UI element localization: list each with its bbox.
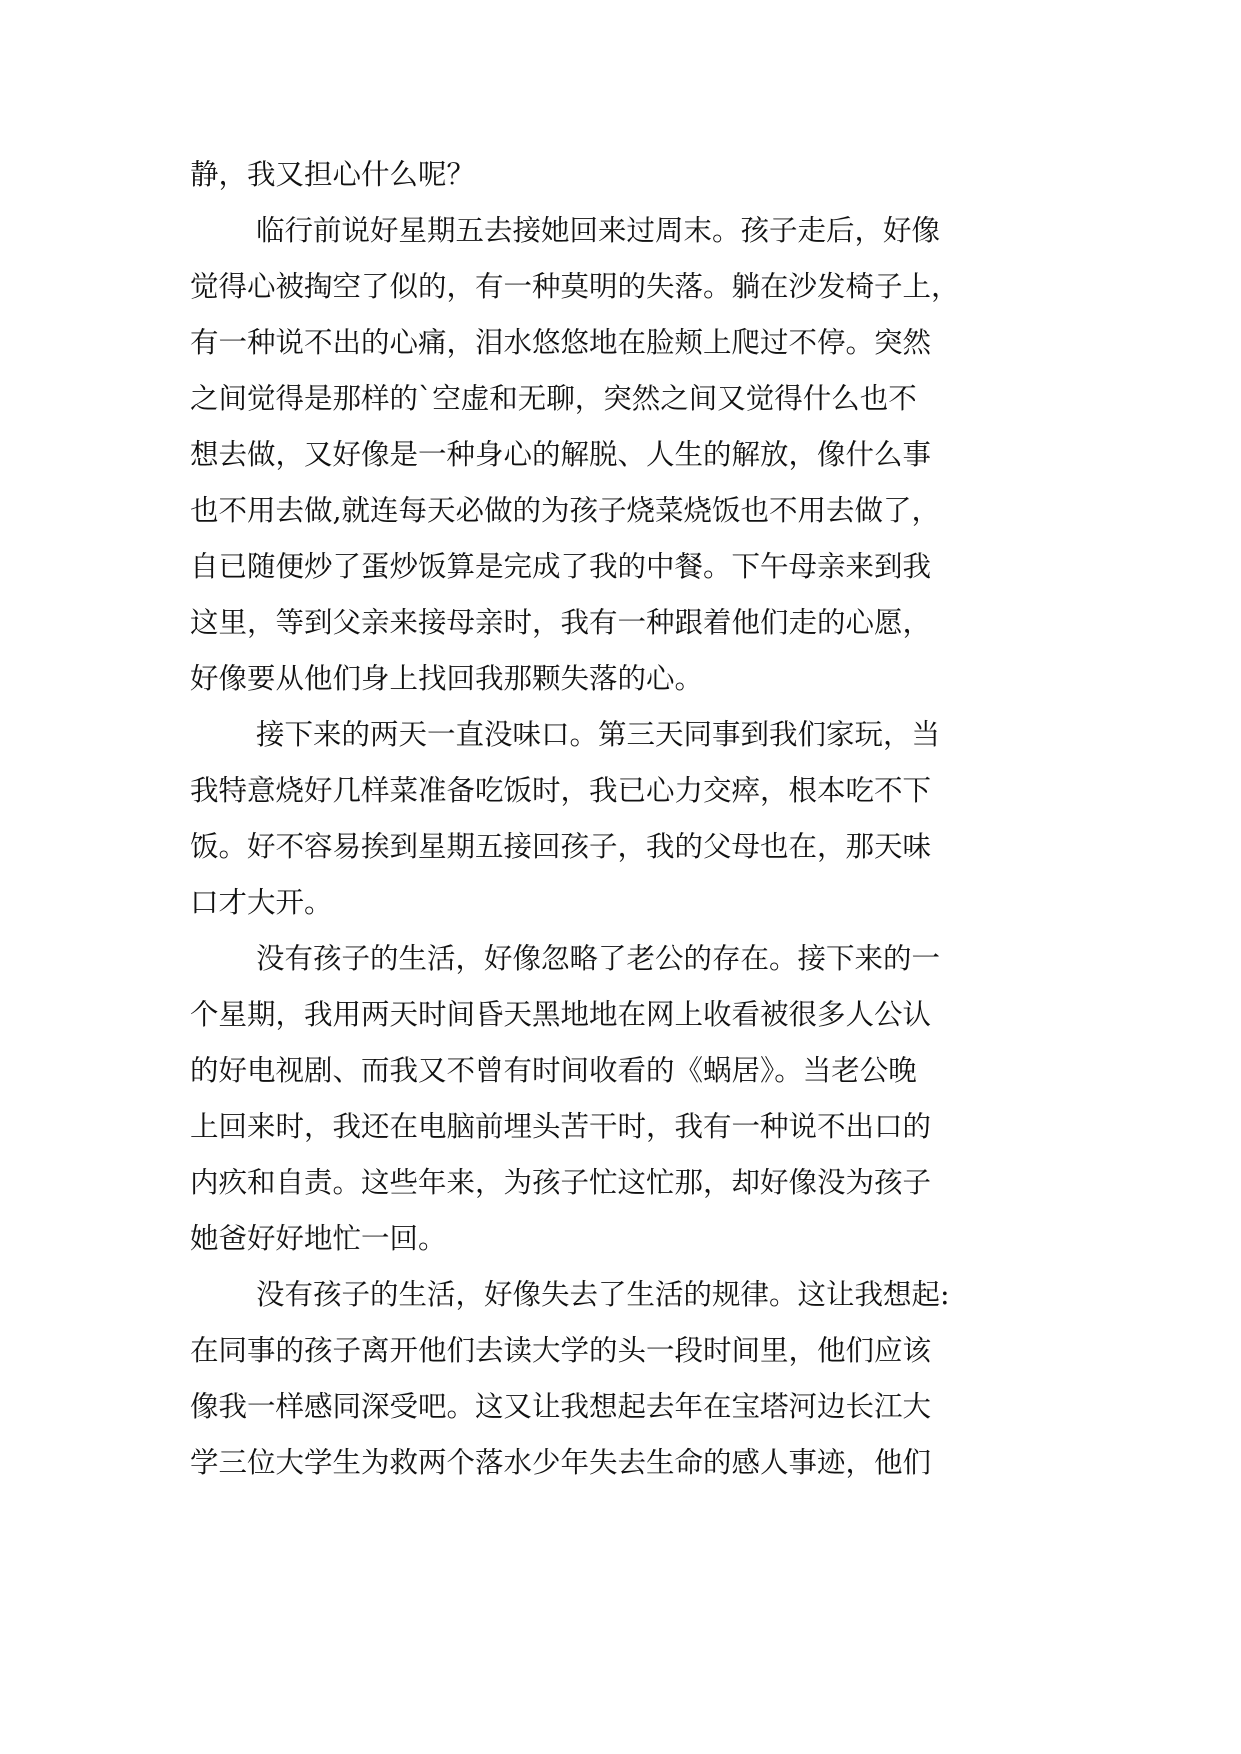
paragraph-first-line: 接下来的两天一直没味口。第三天同事到我们家玩，当 (256, 718, 941, 751)
text-line: 口才大开。 (190, 886, 333, 919)
text-line: 静，我又担心什么呢？ (190, 158, 476, 191)
text-line: 之间觉得是那样的`空虚和无聊，突然之间又觉得什么也不 (190, 382, 917, 415)
text-line: 她爸好好地忙一回。 (190, 1222, 447, 1255)
text-line: 觉得心被掏空了似的，有一种莫明的失落。躺在沙发椅子上， (190, 270, 960, 303)
text-line: 像我一样感同深受吧。这又让我想起去年在宝塔河边长江大 (190, 1390, 932, 1423)
text-line: 我特意烧好几样菜准备吃饭时，我已心力交瘁，根本吃不下 (190, 774, 932, 807)
text-line: 这里，等到父亲来接母亲时，我有一种跟着他们走的心愿， (190, 606, 932, 639)
text-line: 在同事的孩子离开他们去读大学的头一段时间里，他们应该 (190, 1334, 932, 1367)
text-line: 也不用去做,就连每天必做的为孩子烧菜烧饭也不用去做了， (190, 494, 941, 527)
text-line: 有一种说不出的心痛，泪水悠悠地在脸颊上爬过不停。突然 (190, 326, 932, 359)
text-line: 学三位大学生为救两个落水少年失去生命的感人事迹，他们 (190, 1446, 932, 1479)
paragraph-first-line: 没有孩子的生活，好像忽略了老公的存在。接下来的一 (256, 942, 941, 975)
text-line: 个星期，我用两天时间昏天黑地地在网上收看被很多人公认 (190, 998, 932, 1031)
paragraph-first-line: 没有孩子的生活，好像失去了生活的规律。这让我想起: (256, 1278, 950, 1311)
text-line: 的好电视剧、而我又不曾有时间收看的《蜗居》。当老公晚 (190, 1054, 917, 1087)
paragraph-first-line: 临行前说好星期五去接她回来过周末。孩子走后，好像 (256, 214, 941, 247)
text-line: 想去做，又好像是一种身心的解脱、人生的解放，像什么事 (190, 438, 932, 471)
text-line: 上回来时，我还在电脑前埋头苦干时，我有一种说不出口的 (190, 1110, 932, 1143)
text-line: 饭。好不容易挨到星期五接回孩子，我的父母也在，那天味 (190, 830, 932, 863)
text-line: 内疚和自责。这些年来，为孩子忙这忙那，却好像没为孩子 (190, 1166, 932, 1199)
text-line: 自已随便炒了蛋炒饭算是完成了我的中餐。下午母亲来到我 (190, 550, 932, 583)
text-line: 好像要从他们身上找回我那颗失落的心。 (190, 662, 704, 695)
